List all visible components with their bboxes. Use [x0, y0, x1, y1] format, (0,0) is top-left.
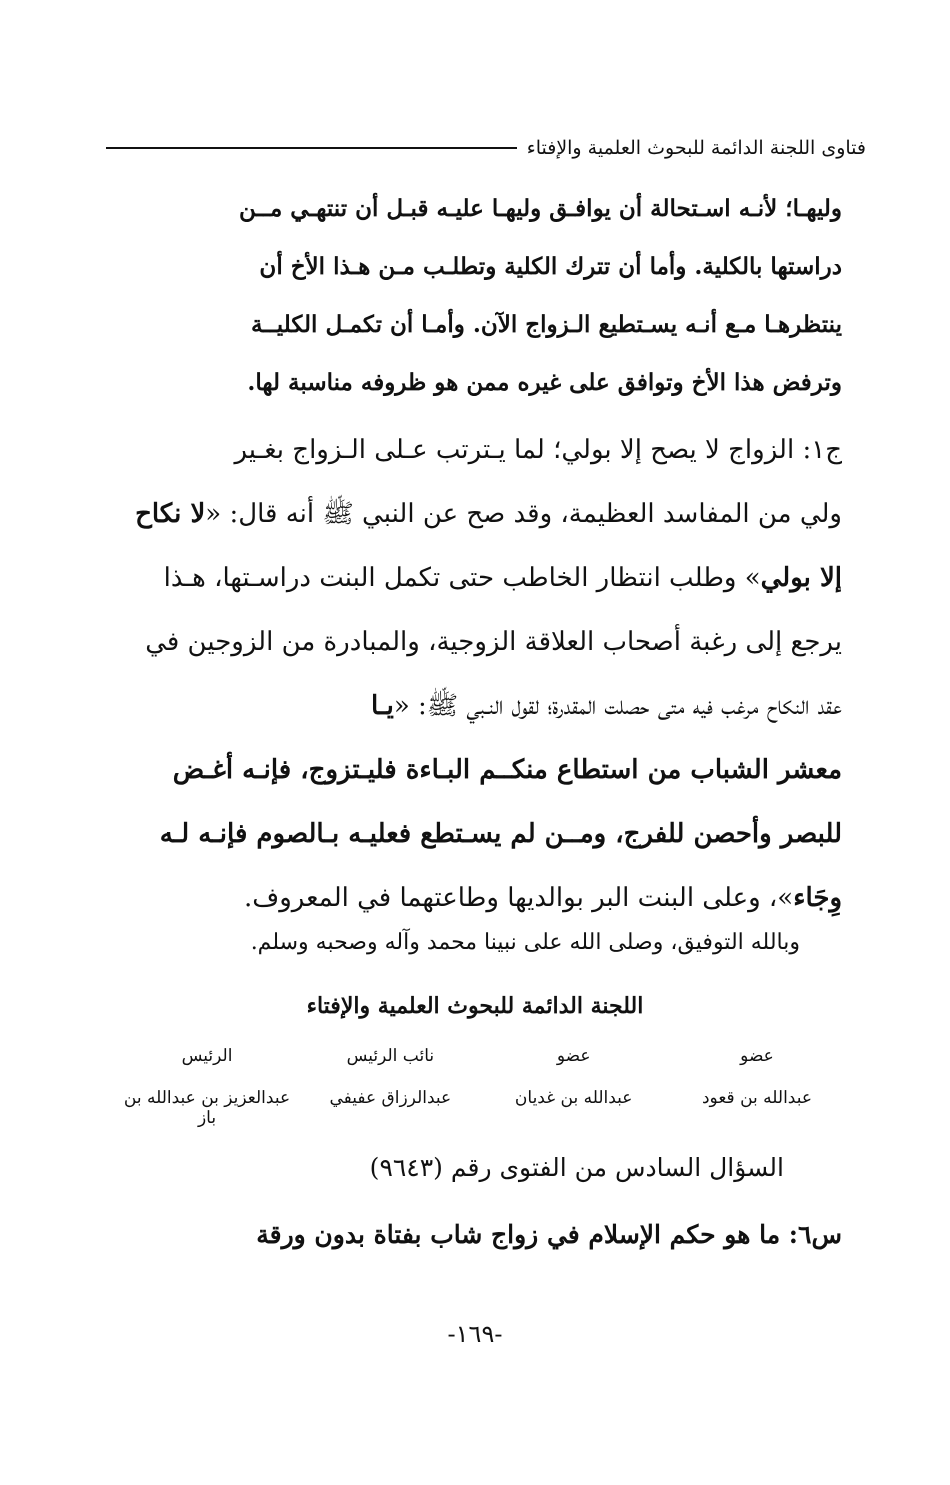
answer-one	[112, 418, 842, 930]
header-rule	[106, 147, 517, 149]
signature-names	[122, 1088, 842, 1128]
signature-roles	[122, 1046, 842, 1066]
running-header	[106, 128, 866, 168]
signature-role: نائب الرئيس	[346, 1046, 435, 1066]
text-line: دراستها بالكلية. وأما أن تترك الكلية وتطلـب مـن هـذا الأخ أن	[259, 253, 842, 280]
signatory-name: عبدالله بن غديان	[514, 1088, 633, 1108]
signature-role: عضو	[556, 1046, 591, 1066]
text-line	[112, 674, 842, 738]
hadith-text: يـا	[371, 691, 394, 721]
previous-answer-continuation	[137, 180, 842, 412]
text-line: وليهـا؛ لأنـه اسـتحالة أن يوافـق وليهـا عليـه قبـل أن تنتهـي مــن	[239, 195, 842, 222]
text-run: » وطلب انتظار الخاطب حتى تكمل البنت دراسـتها، هـذا	[163, 563, 761, 593]
hadith-line: للبصر وأحصن للفرج، ومــن لم يسـتطع فعليـه بـالصوم فإنـه لـه	[159, 819, 842, 849]
text-line	[112, 546, 842, 610]
signature-role: عضو	[740, 1046, 774, 1066]
text-line	[112, 866, 842, 930]
committee-title: اللجنة الدائمة للبحوث العلمية والإفتاء	[306, 993, 644, 1019]
text-run: عقد النكاح مرغب فيه متى حصلت المقدرة؛ لقول النـبي ﷺ: «	[393, 691, 842, 721]
closing-formula: وبالله التوفيق، وصلى الله على نبينا محمد وآله وصحبه وسلم.	[250, 930, 800, 955]
signatory-name: عبدالرزاق عفيفي	[329, 1088, 452, 1108]
hadith-text: لا نكاح	[135, 499, 206, 529]
running-title: فتاوى اللجنة الدائمة للبحوث العلمية والإفتاء	[526, 137, 866, 159]
signatory-name: عبدالله بن قعود	[701, 1088, 812, 1108]
text-line: وترفض هذا الأخ وتوافق على غيره ممن هو ظروفه مناسبة لها.	[247, 369, 842, 396]
signatory-name: عبدالعزيز بن عبدالله بن باز	[123, 1088, 291, 1128]
hadith-line: معشر الشباب من استطاع منكــم البـاءة فليـتزوج، فإنـه أغـض	[172, 755, 842, 785]
signature-role: الرئيس	[181, 1046, 233, 1066]
hadith-text: إلا بولي	[760, 563, 842, 593]
text-run: »، وعلى البنت البر بوالديها وطاعتهما في المعروف.	[244, 883, 794, 913]
text-run: ولي من المفاسد العظيمة، وقد صح عن النبي ﷺ أنه قال: «	[205, 499, 842, 529]
text-line: ج١: الزواج لا يصح إلا بولي؛ لما يـترتب عـلى الـزواج بغـير	[234, 435, 842, 465]
hadith-text: وِجَاء	[793, 883, 842, 913]
page-number: -١٦٩-	[447, 1320, 503, 1348]
text-line: ينتظرهـا مـع أنـه يسـتطيع الـزواج الآن. وأمـا أن تكمـل الكليــة	[250, 311, 842, 338]
text-line	[112, 482, 842, 546]
fatwa-heading: السؤال السادس من الفتوى رقم (٩٦٤٣)	[369, 1153, 784, 1182]
question-six: س٦: ما هو حكم الإسلام في زواج شاب بفتاة بدون ورقة	[256, 1220, 842, 1249]
text-line: يرجع إلى رغبة أصحاب العلاقة الزوجية، والمبادرة من الزوجين في	[145, 627, 842, 657]
